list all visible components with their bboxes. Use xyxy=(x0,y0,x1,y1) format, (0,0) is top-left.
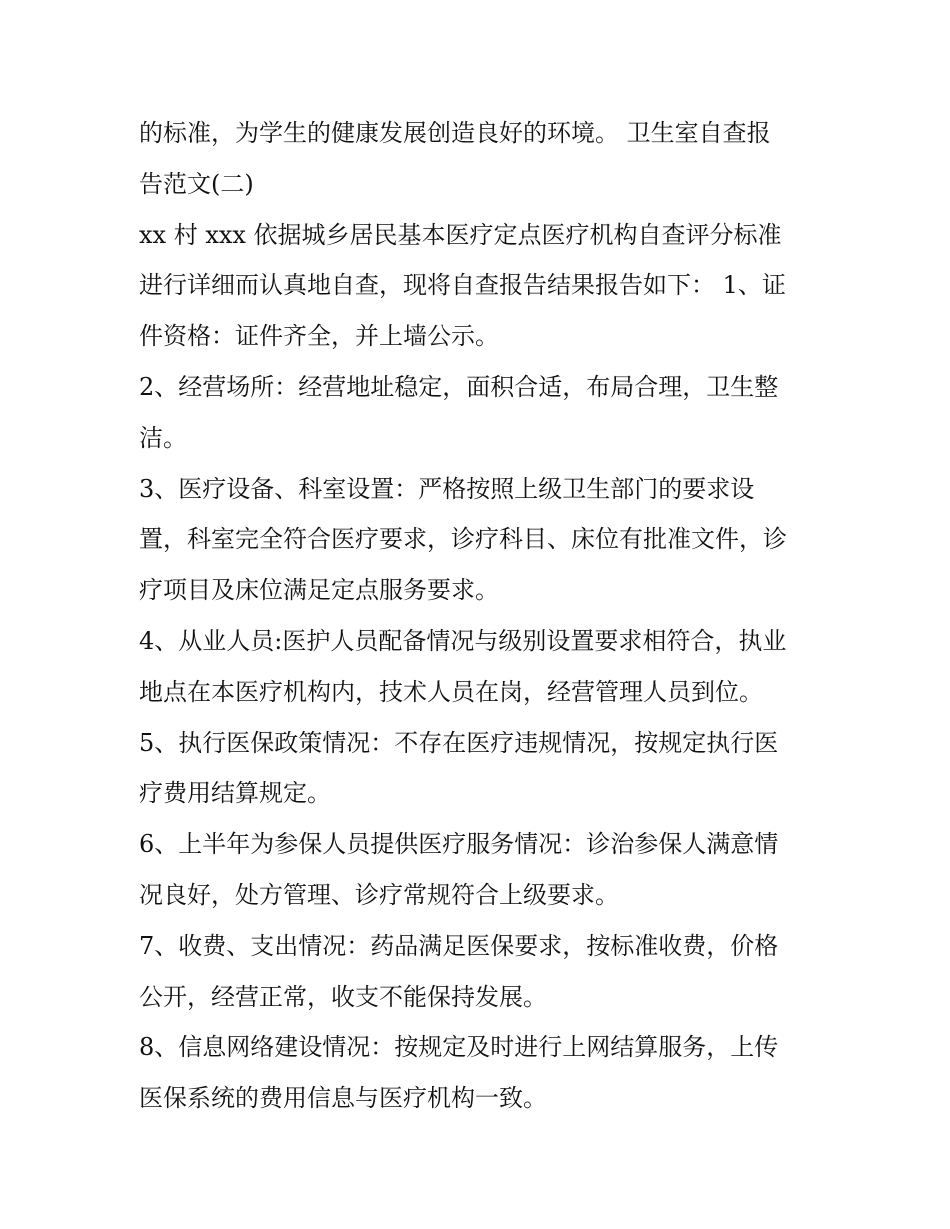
text-line: 况良好，处方管理、诊疗常规符合上级要求。 xyxy=(139,880,619,909)
text-line: 6、上半年为参保人员提供医疗服务情况：诊治参保人满意情 xyxy=(139,830,779,859)
text-line: 置，科室完全符合医疗要求，诊疗科目、床位有批准文件，诊 xyxy=(139,525,787,554)
text-line: 3、医疗设备、科室设置：严格按照上级卫生部门的要求设 xyxy=(139,474,755,503)
text-line: 件资格：证件齐全，并上墙公示。 xyxy=(139,322,499,351)
text-line: 4、从业人员:医护人员配备情况与级别设置要求相符合，执业 xyxy=(139,626,787,655)
text-line: 地点在本医疗机构内，技术人员在岗，经营管理人员到位。 xyxy=(139,677,763,706)
document-body xyxy=(139,108,819,1124)
text-line: 的标准，为学生的健康发展创造良好的环境。 卫生室自查报 xyxy=(139,119,771,147)
text-line: 疗项目及床位满足定点服务要求。 xyxy=(139,576,499,605)
text-line: 洁。 xyxy=(139,423,187,452)
text-line: 公开，经营正常，收支不能保持发展。 xyxy=(139,982,547,1011)
text-line: 8、信息网络建设情况：按规定及时进行上网结算服务，上传 xyxy=(139,1033,779,1062)
text-line: 5、执行医保政策情况：不存在医疗违规情况，按规定执行医 xyxy=(139,728,779,757)
text-line: 疗费用结算规定。 xyxy=(139,779,331,808)
text-line: 进行详细而认真地自查，现将自查报告结果报告如下： 1、证 xyxy=(139,271,786,300)
text-line: 2、经营场所：经营地址稳定，面积合适，布局合理，卫生整 xyxy=(139,372,779,401)
text-line: 7、收费、支出情况：药品满足医保要求，按标准收费，价格 xyxy=(139,931,779,960)
text-line: 医保系统的费用信息与医疗机构一致。 xyxy=(139,1084,547,1113)
section-heading-line: 告范文(二) xyxy=(139,169,254,198)
text-line: xx 村 xxx 依据城乡居民基本医疗定点医疗机构自查评分标准 xyxy=(139,220,782,249)
